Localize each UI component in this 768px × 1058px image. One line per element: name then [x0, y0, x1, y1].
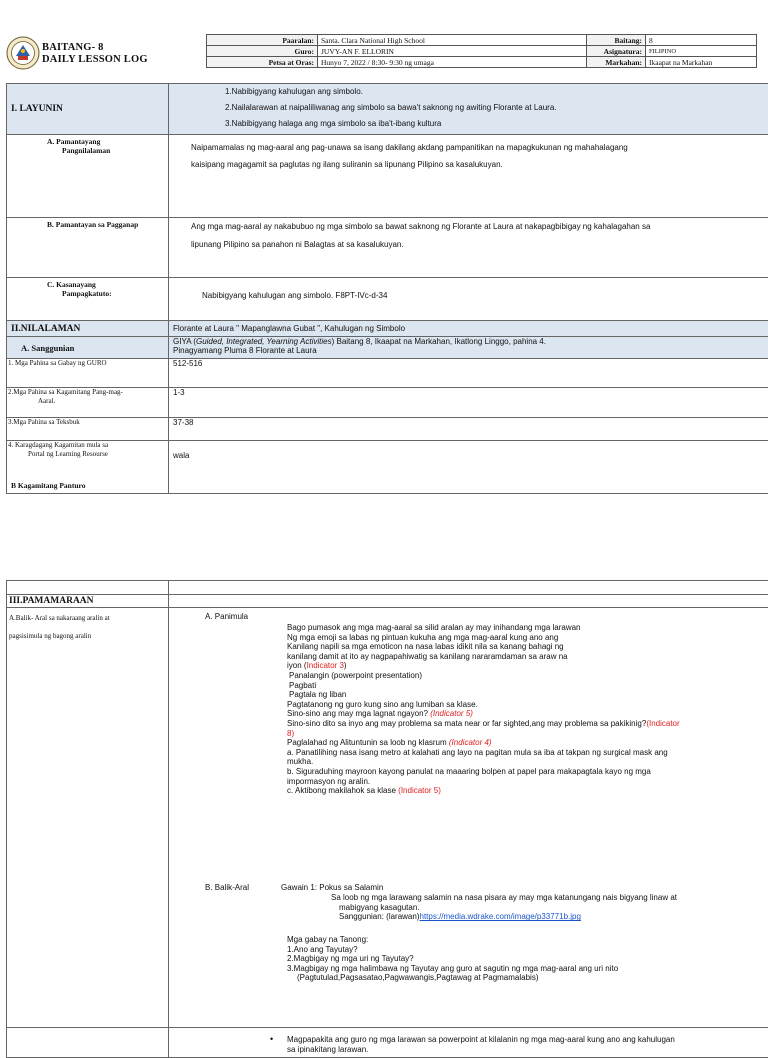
baitang-value: 8: [646, 35, 757, 46]
panimula-line: Pagtatanong ng guro kung sino ang lumiban sa klase.: [287, 700, 680, 710]
layunin-objectives: [169, 84, 768, 135]
bullet-left-cell: [7, 1028, 169, 1058]
panimula-line: [287, 786, 680, 796]
indicator-text: 8): [287, 729, 680, 739]
gabay-question: 1.Ano ang Tayutay?: [287, 945, 618, 955]
panimula-line: [287, 719, 680, 729]
label-line: Portal ng Learning Resourse: [8, 450, 168, 459]
objective-2: 2.Nailalarawan at naipaliliwanag ang simbolo sa bawa't saknong ng awiting Florante at Laura.: [225, 100, 768, 116]
gabay-question: 2.Magbigay ng mga uri ng Tayutay?: [287, 954, 618, 964]
gabay-guro-label: 1. Mga Pahina sa Gabay ng GURO: [7, 359, 169, 388]
panimula-line: Bago pumasok ang mga mag-aaral sa silid aralan ay may inihandang mga larawan: [287, 623, 680, 633]
text-line: Ang mga mag-aaral ay nakabubuo ng mga simbolo sa bawat saknong ng Florante at Laura at nakapagbibigay ng kahalagahan sa: [191, 218, 768, 236]
nilalaman-heading: II.NILALAMAN: [11, 324, 80, 334]
gawain-body: [331, 893, 677, 922]
text-fragment: iyon (: [287, 661, 307, 670]
paaralan-value: Santa. Clara National High School: [318, 35, 587, 46]
indicator-text: (Indicator 5): [398, 786, 441, 795]
panimula-line: [287, 709, 680, 719]
pamantayang-pangnilalaman-text: [169, 135, 768, 218]
text-fragment: c. Aktibong makilahok sa klase: [287, 786, 398, 795]
gabay-heading: Mga gabay na Tanong:: [287, 935, 618, 945]
balik-aral-left-label: [7, 608, 169, 1028]
indicator-text: Indicator 3: [307, 661, 344, 670]
pamantayan-sa-pagganap-label: B. Pamantayan sa Pagganap: [7, 218, 169, 278]
panimula-line: kanilang damit at ito ay nagpapahiwatig sa kanilang nararamdaman sa araw na: [287, 652, 680, 662]
gawain-line: mabigyang kasagutan.: [331, 903, 677, 913]
layunin-heading-cell: [7, 84, 169, 135]
sanggunian-line-1: [173, 337, 768, 346]
panimula-line: Kanilang napili sa mga emoticon na nasa labas idikit nila sa kanang bahagi ng: [287, 642, 680, 652]
panimula-line: [287, 738, 680, 748]
gawain-line: Sa loob ng mga larawang salamin na nasa pisara ay may mga katanungang nais bigyang linaw at: [331, 893, 677, 903]
panimula-line: impormasyon ng aralin.: [287, 777, 680, 787]
bullet-line: sa ipinakitang larawan.: [287, 1045, 675, 1055]
procedure-table: [6, 580, 768, 1058]
lesson-log-header: [6, 34, 768, 74]
label-line: 2.Mga Pahina sa Kagamitang Pang-mag-: [8, 388, 168, 397]
karagdagang-kagamitan-value: wala: [169, 441, 768, 494]
text-line: kaisipang magagamit sa paglutas ng ilang suliranin sa lipunang Pilipino sa kasalukuyan.: [191, 156, 768, 173]
text-line: lipunang Pilipino sa panahon ni Balagtas at sa kasalukuyan.: [191, 236, 768, 254]
balik-aral-label: B. Balik-Aral: [205, 883, 249, 893]
label-line: pagsisimula ng bagong aralin: [9, 632, 168, 640]
panimula-line: a. Panatilihing nasa isang metro at kalahati ang layo na pagitan mula sa iba at takpan ng surgical mask ang: [287, 748, 680, 758]
label-line: Aaral.: [8, 397, 168, 406]
gabay-question: 3.Magbigay ng mga halimbawa ng Tayutay ang guro at sagutin ng mga mag-aaral ang uri nito: [287, 964, 618, 974]
text-line: Naipamamalas ng mag-aaral ang pag-unawa sa isang dakilang akdang pampanitikan na mapagkukunan ng mahahalagang: [191, 139, 768, 156]
panimula-body: [287, 623, 680, 796]
panimula-line: Pagtala ng liban: [287, 690, 680, 700]
sanggunian-heading-cell: [7, 337, 169, 359]
giya-prefix: GIYA (: [173, 337, 196, 346]
indicator-text: (Indicator 5): [430, 709, 473, 718]
label-line: A.Balik- Aral sa nakaraang aralin at: [9, 614, 168, 622]
kagamitang-panturo-label: B Kagamitang Panturo: [11, 481, 85, 490]
gabay-tanong: [287, 935, 618, 983]
panimula-line: Panalangin (powerpoint presentation): [287, 671, 680, 681]
baitang-label: Baitang:: [587, 35, 646, 46]
procedure-blank-right: [169, 581, 768, 595]
label-line: 4. Karagdagang Kagamitan mula sa: [8, 441, 168, 450]
gawain-line: [331, 912, 677, 922]
objective-3: 3.Nabibigyang halaga ang mga simbolo sa iba't-ibang kultura: [225, 116, 768, 132]
petsa-label: Petsa at Oras:: [207, 57, 318, 68]
panimula-label: A. Panimula: [205, 612, 248, 622]
text-fragment: ): [344, 661, 347, 670]
markahan-value: Ikaapat na Markahan: [646, 57, 757, 68]
indicator-text: (Indicator 4): [449, 738, 492, 747]
asignatura-label: Asignatura:: [587, 46, 646, 57]
lesson-objectives-table: [6, 83, 768, 494]
text-fragment: Sanggunian: (larawan): [339, 912, 420, 921]
pamantayang-pangnilalaman-label: [7, 135, 169, 218]
bullet-line: Magpapakita ang guro ng mga larawan sa powerpoint at kilalanin ng mga mag-aaral kung ano ang kahulugan: [287, 1035, 675, 1045]
bullet-cell: [169, 1028, 768, 1058]
title-grade: BAITANG- 8: [42, 42, 104, 53]
panimula-line: Ng mga emoji sa labas ng pintuan kukuha ang mga mag-aaral kung ano ang: [287, 633, 680, 643]
guro-value: JUVY-AN F. ELLORIN: [318, 46, 587, 57]
asignatura-value: FILIPINO: [646, 46, 757, 57]
text-fragment: Sino-sino ang may mga lagnat ngayon?: [287, 709, 430, 718]
deped-seal-icon: [6, 36, 40, 70]
kagamitang-pang-mag-aaral-label: [7, 388, 169, 418]
kagamitang-pang-mag-aaral-value: 1-3: [169, 388, 768, 418]
teksbuk-value: 37-38: [169, 418, 768, 441]
panimula-line: Pagbati: [287, 681, 680, 691]
kasanayang-pampagkatuto-text: Nabibigyang kahulugan ang simbolo. F8PT-IVc-d-34: [169, 278, 768, 321]
pamamaraan-heading: III.PAMAMARAAN: [9, 596, 94, 606]
label-line: Pangnilalaman: [47, 146, 168, 155]
text-fragment: Sino-sino dito sa inyo ang may problema sa mata near or far sighted,ang may problema sa pakikinig?: [287, 719, 646, 728]
pamamaraan-heading-right: [169, 595, 768, 608]
giya-italic: Guided, Integrated, Yearning Activities: [196, 337, 332, 346]
panimula-line: [287, 661, 680, 671]
gawain-title: Gawain 1: Pokus sa Salamin: [281, 883, 383, 893]
pamantayan-sa-pagganap-text: [169, 218, 768, 278]
karagdagang-kagamitan-label: [7, 441, 169, 494]
label-line: Pampagkatuto:: [47, 289, 168, 298]
objective-1: 1.Nabibigyang kahulugan ang simbolo.: [225, 84, 768, 100]
bullet-text: [287, 1035, 675, 1054]
panimula-line: mukha.: [287, 757, 680, 767]
text-fragment: Paglalahad ng Alituntunin sa loob ng klasrum: [287, 738, 449, 747]
giya-suffix: ) Baitang 8, Ikaapat na Markahan, Ikatlong Linggo, pahina 4.: [332, 337, 546, 346]
procedure-blank-left: [7, 581, 169, 595]
indicator-text: (Indicator: [646, 719, 679, 728]
label-line: A. Pamantayang: [47, 137, 168, 146]
procedure-content: [169, 608, 768, 1028]
bullet-icon: •: [270, 1035, 273, 1045]
layunin-heading: I. LAYUNIN: [11, 104, 63, 114]
larawan-link[interactable]: https://media.wdrake.com/image/p33771b.jpg: [420, 912, 581, 921]
gabay-question: (Pagtutulad,Pagsasatao,Pagwawangis,Pagtawag at Pagmamalabis): [287, 973, 618, 983]
petsa-value: Hunyo 7, 2022 / 8:30- 9:30 ng umaga: [318, 57, 587, 68]
header-meta-table: [206, 34, 757, 68]
teksbuk-label: 3.Mga Pahina sa Teksbuk: [7, 418, 169, 441]
kasanayang-pampagkatuto-label: [7, 278, 169, 321]
sanggunian-heading: A. Sanggunian: [21, 343, 74, 353]
nilalaman-heading-cell: [7, 321, 169, 337]
title-daily-lesson-log: DAILY LESSON LOG: [42, 54, 148, 65]
markahan-label: Markahan:: [587, 57, 646, 68]
label-line: C. Kasanayang: [47, 280, 168, 289]
sanggunian-text: [169, 337, 768, 359]
panimula-line: b. Siguraduhing mayroon kayong panulat na maaaring bolpen at papel para makapagtala kayo ng mga: [287, 767, 680, 777]
nilalaman-text: Florante at Laura " Mapanglawna Gubat ", Kahulugan ng Simbolo: [169, 321, 768, 337]
guro-label: Guro:: [207, 46, 318, 57]
pamamaraan-heading-cell: [7, 595, 169, 608]
sanggunian-line-2: Pinagyamang Pluma 8 Florante at Laura: [173, 346, 768, 355]
gabay-guro-value: 512-516: [169, 359, 768, 388]
paaralan-label: Paaralan:: [207, 35, 318, 46]
